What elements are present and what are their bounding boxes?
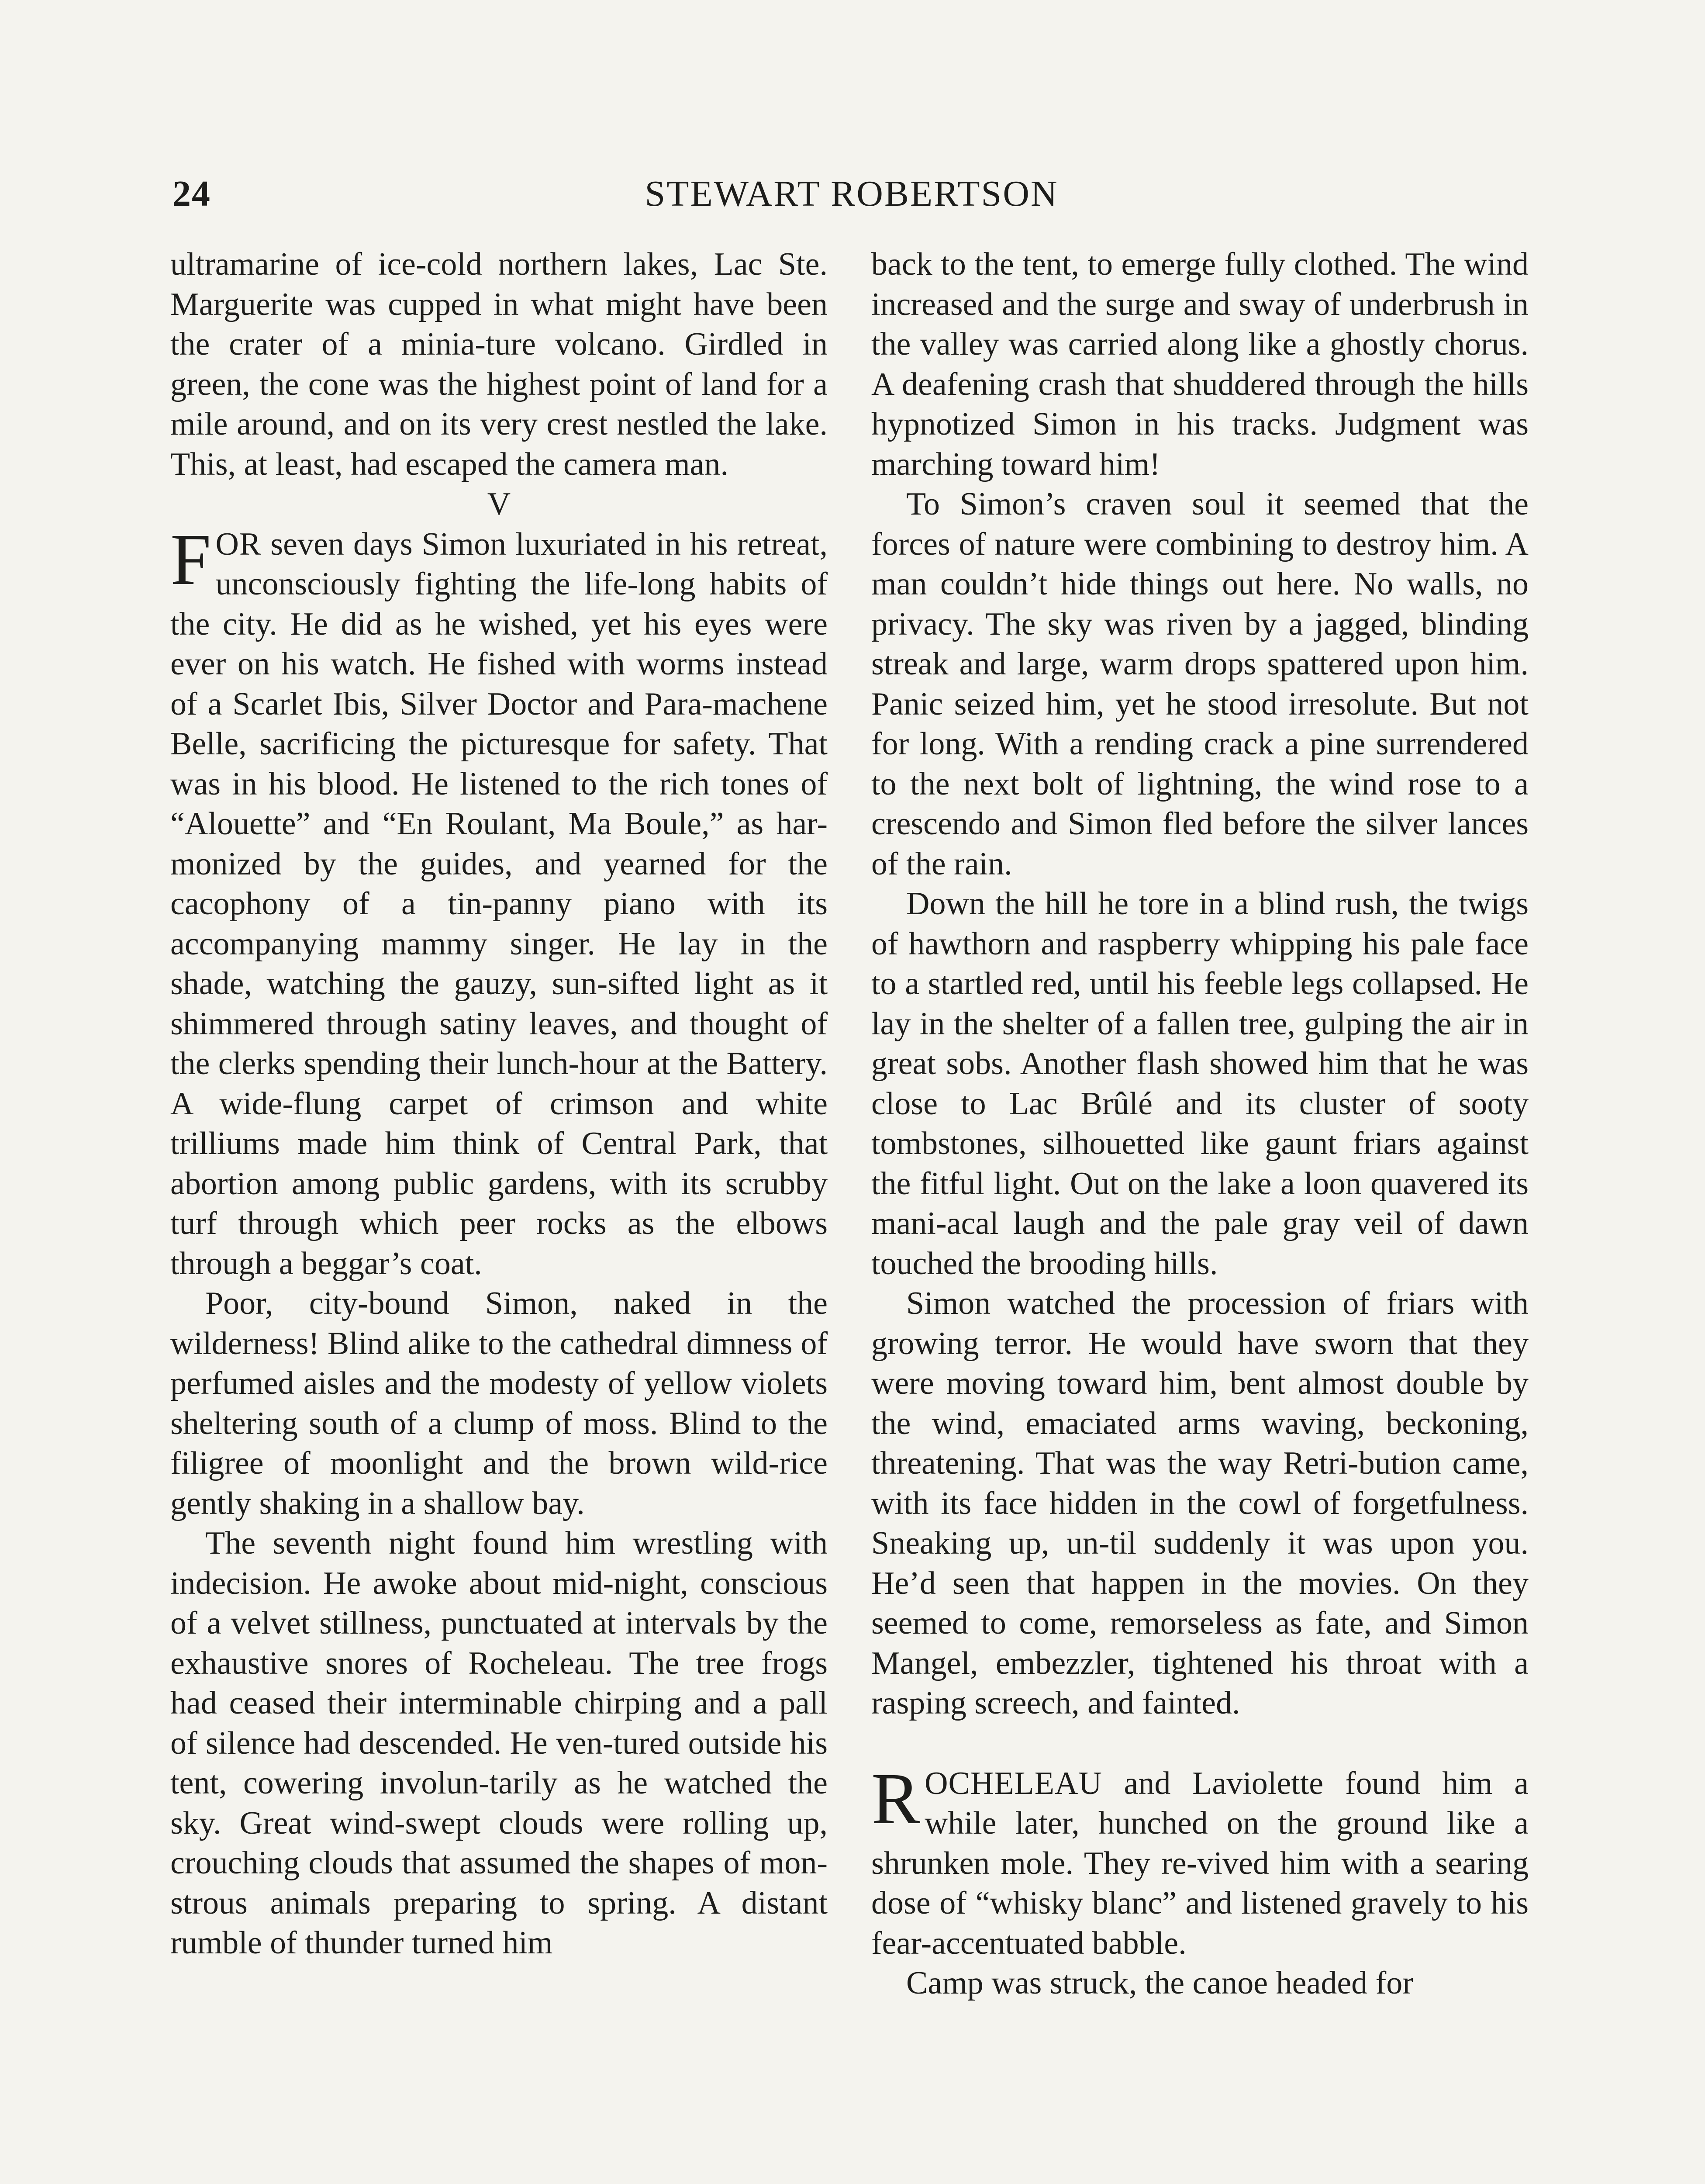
lead-in: OR [215, 526, 262, 562]
lead-in: OCHELEAU [925, 1765, 1102, 1801]
paragraph [871, 1758, 1529, 1964]
running-head: STEWART ROBERTSON [645, 173, 1059, 214]
page-header [173, 173, 1531, 221]
right-column [871, 245, 1529, 2004]
paragraph: Down the hill he tore in a blind rush, the twigs of hawthorn and raspberry whipping his pale face to a startled red, until his feeble legs collapsed. He lay in the shelter of a fallen tree, gulping the air in great sobs. Another flash showed him that he was close to Lac Brûlé and its cluster of sooty tombstones, silhouetted like gaunt friars against the fitful light. Out on the lake a loon quavered its mani-acal laugh and the pale gray veil of dawn touched the brooding hills. [871, 886, 1529, 1282]
paragraph: Simon watched the procession of friars with growing terror. He would have sworn that they were moving toward him, bent almost double by the wind, emaciated arms waving, beckoning, threatening. That was the way Retri-bution came, with its face hidden in the cowl of forgetfulness. Sneaking up, un-til suddenly it was upon you. He’d seen that happen in the movies. On they seemed to come, remorseless as fate, and Simon Mangel, embezzler, tightened his throat with a rasping screech, and fainted. [871, 1286, 1529, 1721]
paragraph-text: seven days Simon luxuriated in his retreat, unconsciously fighting the life-long habits of the city. He did as he wished, yet his eyes were ever on his watch. He fished with worms instead of a Scarlet Ibis, Silver Doctor and Para-machene Belle, sacrificing the picturesque for safety. That was in his blood. He listened to the rich tones of “Alouette” and “En Roulant, Ma Boule,” as har-monized by the guides, and yearned for the cacophony of a tin-panny piano with its accompanying mammy singer. He lay in the shade, watching the gauzy, sun-sifted light as it shimmered through satiny leaves, and thought of the clerks spending their lunch-hour at the Battery. A wide-flung carpet of crimson and white trilliums made him think of Central Park, that abortion among public gardens, with its scrubby turf through which peer rocks as the elbows through a beggar’s coat. [170, 526, 828, 1282]
section-break [871, 1724, 1529, 1764]
paragraph [170, 518, 828, 1284]
paragraph: back to the tent, to emerge fully clothed. The wind increased and the surge and sway of underbrush in the valley was carried along like a ghostly chorus. A deafening crash that shuddered through the hills hypnotized Simon in his tracks. Judgment was marching toward him! [871, 246, 1529, 482]
page-number: 24 [173, 173, 211, 214]
drop-cap: F [170, 518, 211, 600]
paragraph: Camp was struck, the canoe headed for [906, 1965, 1413, 2001]
left-column [170, 245, 828, 1963]
paragraph: To Simon’s craven soul it seemed that the forces of nature were combining to destroy him. A man couldn’t hide things out here. No walls, no privacy. The sky was riven by a jagged, blinding streak and large, warm drops spattered upon him. Panic seized him, yet he stood irresolute. But not for long. With a rending crack a pine surrendered to the next bolt of lightning, the wind rose to a crescendo and Simon fled before the silver lances of the rain. [871, 486, 1529, 882]
paragraph: Poor, city-bound Simon, naked in the wilderness! Blind alike to the cathedral dimness of perfumed aisles and the modesty of yellow violets sheltering south of a clump of moss. Blind to the filigree of moonlight and the brown wild-rice gently shaking in a shallow bay. [170, 1286, 828, 1521]
paragraph-text: and Laviolette found him a while later, hunched on the ground like a shrunken mole. They re-vived him with a searing dose of “whisky blanc” and listened gravely to his fear-accentuated babble. [871, 1765, 1529, 1961]
section-number: V [487, 486, 511, 522]
drop-cap: R [871, 1758, 921, 1839]
paragraph: The seventh night found him wrestling with indecision. He awoke about mid-night, conscious of a velvet stillness, punctuated at intervals by the exhaustive snores of Rocheleau. The tree frogs had ceased their interminable chirping and a pall of silence had descended. He ven-tured outside his tent, cowering involun-tarily as he watched the sky. Great wind-swept clouds were rolling up, crouching clouds that assumed the shapes of mon-strous animals preparing to spring. A distant rumble of thunder turned him [170, 1525, 828, 1961]
paragraph: ultramarine of ice-cold northern lakes, Lac Ste. Marguerite was cupped in what might have been the crater of a minia-ture volcano. Girdled in green, the cone was the highest point of land for a mile around, and on its very crest nestled the lake. This, at least, had escaped the camera man. [170, 246, 828, 482]
